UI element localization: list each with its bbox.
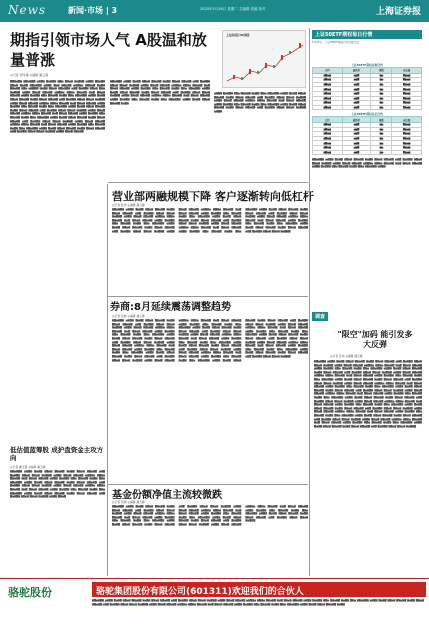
small-article-body: ▆▇▅▆▇▆ ▅▆▇▆ ▇▅▆▇ ▆▇▅▆ ▇▆▅▆▇ ▆▅▇▆ ▇▆▅▆ ▆▇▅▆▇ ▅▆▇ ▇▅▆▇▆ ▆▇▅▆ ▇▆▅▆ ▆▅▇▆▇ ▅▆▇▆ ▇▆▅▇ ▆▇▅▆▇ ▅▆▇▆▅ ▆▇▆▅ ▇▆▅▆▇ ▆▅▇ ▇▆▅▆ ▆▇▅▆▇ ▅▆▇▆ ▇▅▆▇▆ ▆▇▅ ▇▆▅▆▇ ▆▅▇▆ ▇▆▅ ▆▇▅▆▇▆ ▅▆▇▆ ▇▅▆▇ ▆▇▅▆ ▇▆▅▆▇ ▆▅▇▆ ▇▆▅▆ ▆▇▅▆▇ ▅▆▇ ▇▅▆▇▆ ▆▇▅▆ ▇▆▅▆ ▆▅▇▆▇ ▅▆▇▆ ▇▆▅▇ ▆▇▅▆▇ ▅▆▇▆▅ ▆▇▆▅ ▇▆▅▆▇ ▆▅▇ ▇▆▅▆ ▆▇▅▆▇ ▅▆▇▆ ▇▅▆▇▆ ▆▇▅ ▇▆▅▆▇ ▆▅▇▆ ▇▆▅ ▆▇▅▆▇▆ ▅▆▇▆ ▇▅▆▇ ▆▇▅▆ ▇▆▅▆▇ ▆▅▇▆ ▇▆▅▆ ▆▇▅▆▇ ▅▆▇ ▇▅▆▇▆ ▆▇▅▆ ▇▆▅▆ ▆▅▇▆▇ ▅▆▇▆ ▇▆▅▇: [10, 470, 105, 499]
lead-byline: ◎记者 胡华雄 ◎编辑 潘玉蓉: [10, 73, 49, 77]
article3-headline: 券商:8月延续震荡调整趋势: [110, 302, 231, 313]
small-byline: ◎记者 潘玉蓉 ◎编辑 潘玉蓉: [10, 465, 46, 469]
candlestick-graphic: [223, 31, 307, 89]
lead-body-col1: ██▆▅▇▆ ▆▇▅▆█▇ ▅▆▇▆ ▇▅▆▇▆ ▆▇▅ ▇▆▅▆ ▆▅▇▆▇ ▅▆▇▆ ▇▆▅▇▆ ▆▇▅▆ ▇▅▆▇ ▆▇▅▆▇▆ ▅▆▇▆ ▇▅▆ ▆▇▅▆▇ ▅▆▇▆▅ ▆▇▆▅▇ ▆▅▇▆ ▇▆▅▆▇ ▆▇▅ ▅▆▇▆▇ ▆▅▇▆ ▇▆▅▆ ▆▇▅▆▇▆ ▅▆▇ ▇▅▆▇▆ ▆▇▅▆ ▇▆▅ ▆▅▇▆▇ ▅▆▇▆ ▇▆▅▇ ▆▇▅▆▇ ▅▆▇▆▅ ▆▇▆▅ ▇▆▅▆▇ ▆▅▇ ▇▆▅▆ ▆▇▅▆▇ ▅▆▇▆ ▇▅▆▇▆ ▆▇▅ ▇▆▅▆▇ ▆▅▇▆ ▇▆▅ ▆▇▅▆▇▆ ▅▆▇▆ ▇▅▆▇ ▆▇▅▆ ▇▆▅▆▇ ▆▅▇▆ ▇▆▅▆ ▆▇▅▆▇ ▅▆▇ ▇▅▆▇▆ ▆▇▅▆ ▇▆▅▆ ▆▅▇▆▇ ▅▆▇▆ ▇▆▅▇ ▆▇▅▆▇ ▅▆▇▆▅ ▆▇▆▅ ▇▆▅▆▇ ▆▅▇ ▇▆▅▆ ▆▇▅▆▇ ▅▆▇▆ ▇▅▆▇▆ ▆▇▅ ▇▆▅▆▇ ▆▅▇▆ ▇▆▅ ▆▇▅▆▇▆ ▅▆▇▆ ▇▅▆▇ ▆▇▅▆ ▇▆▅▆▇ ▆▅▇▆ ▇▆▅▆ ▆▇▅▆▇ ▅▆▇ ▇▅▆▇▆ ▆▇▅▆ ▇▆▅▆ ▆▅▇▆▇ ▅▆▇▆ ▇▆▅▇ ▆▇▅▆▇ ▅▆▇▆▅ ▆▇▆▅ ▇▆▅▆▇ ▆▅▇ ▇▆▅▆ ▆▇▅▆▇ ▅▆▇▆ ▇▅▆▇▆ ▆▇▅ ▇▆▅▆▇ ▆▅▇▆ ▇▆▅ ▆▇▅▆▇▆ ▅▆▇▆ ▇▅▆▇ ▆▇▅▆ ▇▆▅▆▇ ▆▅▇▆ ▇▆▅▆ ▆▇▅▆▇ ▅▆▇ ▇▅▆▇▆ ▆▇▅▆ ▇▆▅▆ ▆▅▇▆▇ ▅▆▇▆ ▇▆▅▇ ▆▇▅▆▇ ▅▆▇▆▅ ▆▇▆▅ ▇▆▅▆▇ ▆▅▇ ▇▆▅▆ ▆▇▅▆▇ ▅▆▇▆ ▇▅▆▇▆ ▆▇▅ ▇▆▅▆▇ ▆▅▇▆ ▇▆▅ ▆▇▅▆▇▆ ▅▆▇▆ ▇▅▆▇ ▆▇▅▆ ▇▆▅▆▇ ▆▅▇▆ ▇▆▅▆ ▆▇▅▆▇ ▅▆▇ ▇▅▆▇▆ ▆▇▅▆ ▇▆▅▆ ▆▅▇▆▇ ▅▆▇▆ ▇▆▅▇ ▆▇▅▆▇: [10, 80, 105, 134]
call-table-title: 上证50ETF期权认购合约: [351, 63, 383, 67]
article4-byline: ◎记者 吴晓 ◎编辑 潘玉蓉: [112, 500, 145, 504]
table-row: ▆▇▅▆ ▅▆▇ ▆▅ ▇▆▅▆: [313, 136, 422, 141]
chart-title: 上证综指日K线图: [226, 33, 250, 37]
column-divider: [107, 184, 108, 576]
table-row: ▆▇▅▆ ▅▆▇ ▆▅ ▇▆▅▆: [313, 73, 422, 78]
table-row: ▆▇▅▆ ▅▆▇ ▆▅ ▇▆▅▆: [313, 82, 422, 87]
article2-byline: ◎记者 张欢 ◎编辑 潘玉蓉: [112, 203, 145, 207]
small-headline: 低估值蓝筹股 成护盘资金主攻方向: [10, 446, 104, 462]
article4-headline: 基金份额净值主流较微跌: [112, 490, 222, 501]
col-header: 涨跌: [371, 117, 392, 123]
advertisement: [0, 578, 429, 626]
col-header: 最新价: [342, 68, 371, 74]
page-header: [0, 0, 429, 22]
table-row: ▆▇▅▆ ▅▆▇ ▆▅ ▇▆▅▆: [313, 87, 422, 92]
col-header: 成交量: [392, 68, 422, 74]
table-row: ▆▇▅▆ ▅▆▇ ▆▅ ▇▆▅▆: [313, 91, 422, 96]
options-panel-head: 上证50ETF期权每日行情: [312, 30, 422, 39]
options-intro: 5月25日，上证50ETF期权合约总成交量...: [312, 41, 362, 44]
lead-chart: [222, 30, 306, 88]
article3-byline: ◎记者 吴晓 ◎编辑 潘玉蓉: [112, 314, 145, 318]
col-header: 最新价: [342, 117, 371, 123]
table-row: ▆▇▅▆ ▅▆▇ ▆▅ ▇▆▅▆: [313, 132, 422, 137]
col-header: 合约: [313, 117, 343, 123]
table-row: ▆▇▅▆ ▅▆▇ ▆▅ ▇▆▅▆: [313, 96, 422, 101]
put-table-title: 上证50ETF期权认沽合约: [351, 112, 383, 117]
col-header: 合约: [313, 68, 343, 74]
table-row: ▆▇▅▆ ▅▆▇ ▆▅ ▇▆▅▆: [313, 78, 422, 83]
lead-body-col2: ▆▇▅▆▇▆ ▅▆▇▆ ▇▅▆▇ ▆▇▅▆ ▇▆▅▆▇ ▆▅▇▆ ▇▆▅▆ ▆▇▅▆▇ ▅▆▇ ▇▅▆▇▆ ▆▇▅▆ ▇▆▅▆ ▆▅▇▆▇ ▅▆▇▆ ▇▆▅▇ ▆▇▅▆▇ ▅▆▇▆▅ ▆▇▆▅ ▇▆▅▆▇ ▆▅▇ ▇▆▅▆ ▆▇▅▆▇ ▅▆▇▆ ▇▅▆▇▆ ▆▇▅ ▇▆▅▆▇ ▆▅▇▆ ▇▆▅ ▆▇▅▆▇▆ ▅▆▇▆ ▇▅▆▇ ▆▇▅▆ ▇▆▅▆▇ ▆▅▇▆ ▇▆▅▆ ▆▇▅▆▇ ▅▆▇ ▇▅▆▇▆ ▆▇▅▆ ▇▆▅▆ ▆▅▇▆▇ ▅▆▇▆ ▇▆▅▇ ▆▇▅▆▇ ▅▆▇▆▅ ▆▇▆▅ ▇▆▅▆▇ ▆▅▇ ▇▆▅▆ ▆▇▅▆▇ ▅▆▇▆ ▇▅▆▇▆ ▆▇▅ ▇▆▅▆▇ ▆▅▇▆ ▇▆▅ ▆▇▅▆▇▆ ▅▆▇▆ ▇▅▆▇ ▆▇▅▆ ▇▆▅▆▇ ▆▅▇▆: [110, 80, 210, 105]
table-row: ▆▇▅▆ ▅▆▇ ▆▅ ▇▆▅▆: [313, 101, 422, 106]
section-title: 新闻·市场 | 3: [68, 6, 118, 15]
section-divider: [108, 484, 308, 485]
table-row: ▆▇▅▆ ▅▆▇ ▆▅ ▇▆▅▆: [313, 122, 422, 127]
options-panel: [312, 30, 422, 208]
article4-body: ▆▇▅▆▇▆ ▅▆▇▆ ▇▅▆▇ ▆▇▅▆ ▇▆▅▆▇ ▆▅▇▆ ▇▆▅▆ ▆▇▅▆▇ ▅▆▇ ▇▅▆▇▆ ▆▇▅▆ ▇▆▅▆ ▆▅▇▆▇ ▅▆▇▆ ▇▆▅▇ ▆▇▅▆▇ ▅▆▇▆▅ ▆▇▆▅ ▇▆▅▆▇ ▆▅▇ ▇▆▅▆ ▆▇▅▆▇ ▅▆▇▆ ▇▅▆▇▆ ▆▇▅ ▇▆▅▆▇ ▆▅▇▆ ▇▆▅ ▆▇▅▆▇▆ ▅▆▇▆ ▇▅▆▇ ▆▇▅▆ ▇▆▅▆▇ ▆▅▇▆ ▇▆▅▆ ▆▇▅▆▇ ▅▆▇ ▇▅▆▇▆ ▆▇▅▆ ▇▆▅▆ ▆▅▇▆▇ ▅▆▇▆ ▇▆▅▇ ▆▇▅▆▇ ▅▆▇▆▅ ▆▇▆▅ ▇▆▅▆▇ ▆▅▇ ▇▆▅▆ ▆▇▅▆▇ ▅▆▇▆ ▇▅▆▇▆ ▆▇▅ ▇▆▅▆▇ ▆▅▇▆ ▇▆▅ ▆▇▅▆▇▆ ▅▆▇▆ ▇▅▆▇ ▆▇▅▆ ▇▆▅▆▇ ▆▅▇▆ ▇▆▅▆ ▆▇▅▆▇ ▅▆▇ ▇▅▆▇▆ ▆▇▅▆ ▇▆▅▆ ▆▅▇▆▇ ▅▆▇▆ ▇▆▅▇ ▆▇▅▆▇ ▅▆▇▆▅ ▆▇▆▅ ▇▆▅▆▇ ▆▅▇ ▇▆▅▆ ▆▇▅▆▇ ▅▆▇▆ ▇▅▆▇▆ ▆▇▅ ▇▆▅▆▇ ▆▅▇▆ ▇▆▅ ▆▇▅▆▇▆ ▅▆▇▆ ▇▅▆▇ ▆▇▅▆ ▇▆▅▆▇ ▆▅▇▆ ▇▆▅▆ ▆▇▅▆▇ ▅▆▇ ▇▅▆▇▆ ▆▇▅▆ ▇▆▅▆ ▆▅▇▆▇: [112, 505, 308, 526]
table-row: ▆▇▅▆ ▅▆▇ ▆▅ ▇▆▅▆: [313, 145, 422, 150]
section-divider: [108, 182, 308, 183]
put-options-table: [312, 116, 422, 155]
section-divider: [108, 296, 308, 297]
table-row: ▆▇▅▆ ▅▆▇ ▆▅ ▇▆▅▆: [313, 127, 422, 132]
paper-name: 上海证券报: [375, 7, 421, 17]
right-section-tag: 调查: [312, 312, 328, 321]
news-label: News: [8, 3, 47, 17]
lead-body-col3: ▅▆▇▆ ▇▅▆▇▆ ▆▇▅ ▇▆▅▆▇ ▆▅▇▆ ▇▆▅ ▆▇▅▆▇▆ ▅▆▇▆ ▇▅▆▇ ▆▇▅▆ ▇▆▅▆▇ ▆▅▇▆ ▇▆▅▆ ▆▇▅▆▇ ▅▆▇ ▇▅▆▇▆ ▆▇▅▆ ▇▆▅▆ ▆▅▇▆▇ ▅▆▇▆ ▇▆▅▇ ▆▇▅▆▇ ▅▆▇▆▅ ▆▇▆▅ ▇▆▅▆▇ ▆▅▇ ▇▆▅▆ ▆▇▅▆▇ ▅▆▇▆ ▇▅▆▇▆ ▆▇▅ ▇▆▅▆▇ ▆▅▇▆ ▇▆▅ ▆▇▅▆▇▆ ▅▆▇▆ ▇▅▆▇ ▆▇▅▆ ▇▆▅▆▇ ▆▅▇▆ ▇▆▅▆ ▆▇▅▆▇ ▅▆▇ ▇▅▆▇▆ ▆▇▅▆ ▇▆▅▆ ▆▅▇▆▇ ▅▆▇▆: [214, 92, 306, 113]
options-notes: ▆▇▅▆▇▆ ▅▆▇▆ ▇▅▆▇ ▆▇▅▆ ▇▆▅▆▇ ▆▅▇▆ ▇▆▅▆ ▆▇▅▆▇ ▅▆▇ ▇▅▆▇▆ ▆▇▅▆ ▇▆▅▆ ▆▅▇▆▇ ▅▆▇▆ ▇▆▅▇ ▆▇▅▆▇ ▅▆▇▆▅ ▆▇▆▅ ▇▆▅▆▇ ▆▅▇ ▇▆▅▆ ▆▇▅▆▇ ▅▆▇▆ ▇▅▆▇▆ ▆▇▅ ▇▆▅▆▇ ▆▅▇▆ ▇▆▅ ▆▇▅▆▇▆ ▅▆▇▆: [312, 158, 422, 169]
article2-headline: 营业部两融规模下降 客户逐渐转向低杠杆: [112, 190, 314, 203]
column-divider: [309, 28, 310, 576]
col-header: 成交量: [392, 117, 422, 123]
right-article-body: ▆▇▅▆▇▆ ▅▆▇▆ ▇▅▆▇ ▆▇▅▆ ▇▆▅▆▇ ▆▅▇▆ ▇▆▅▆ ▆▇▅▆▇ ▅▆▇ ▇▅▆▇▆ ▆▇▅▆ ▇▆▅▆ ▆▅▇▆▇ ▅▆▇▆ ▇▆▅▇ ▆▇▅▆▇ ▅▆▇▆▅ ▆▇▆▅ ▇▆▅▆▇ ▆▅▇ ▇▆▅▆ ▆▇▅▆▇ ▅▆▇▆ ▇▅▆▇▆ ▆▇▅ ▇▆▅▆▇ ▆▅▇▆ ▇▆▅ ▆▇▅▆▇▆ ▅▆▇▆ ▇▅▆▇ ▆▇▅▆ ▇▆▅▆▇ ▆▅▇▆ ▇▆▅▆ ▆▇▅▆▇ ▅▆▇ ▇▅▆▇▆ ▆▇▅▆ ▇▆▅▆ ▆▅▇▆▇ ▅▆▇▆ ▇▆▅▇ ▆▇▅▆▇ ▅▆▇▆▅ ▆▇▆▅ ▇▆▅▆▇ ▆▅▇ ▇▆▅▆ ▆▇▅▆▇ ▅▆▇▆ ▇▅▆▇▆ ▆▇▅ ▇▆▅▆▇ ▆▅▇▆ ▇▆▅ ▆▇▅▆▇▆ ▅▆▇▆ ▇▅▆▇ ▆▇▅▆ ▇▆▅▆▇ ▆▅▇▆ ▇▆▅▆ ▆▇▅▆▇ ▅▆▇ ▇▅▆▇▆ ▆▇▅▆ ▇▆▅▆ ▆▅▇▆▇ ▅▆▇▆ ▇▆▅▇ ▆▇▅▆▇ ▅▆▇▆▅ ▆▇▆▅ ▇▆▅▆▇ ▆▅▇ ▇▆▅▆ ▆▇▅▆▇ ▅▆▇▆ ▇▅▆▇▆ ▆▇▅ ▇▆▅▆▇ ▆▅▇▆ ▇▆▅ ▆▇▅▆▇▆ ▅▆▇▆ ▇▅▆▇ ▆▇▅▆ ▇▆▅▆▇ ▆▅▇▆ ▇▆▅▆ ▆▇▅▆▇ ▅▆▇ ▇▅▆▇▆ ▆▇▅▆ ▇▆▅▆ ▆▅▇▆▇ ▅▆▇▆ ▇▆▅▇ ▆▇▅▆▇ ▅▆▇▆▅ ▆▇▆▅ ▇▆▅▆▇ ▆▅▇ ▇▆▅▆ ▆▇▅▆▇ ▅▆▇▆ ▇▅▆▇▆ ▆▇▅ ▇▆▅▆▇ ▆▅▇▆ ▇▆▅ ▆▇▅▆▇▆ ▅▆▇▆ ▇▅▆▇ ▆▇▅▆ ▇▆▅▆▇ ▆▅▇▆ ▇▆▅▆ ▆▇▅▆▇ ▅▆▇ ▇▅▆▇▆ ▆▇▅▆ ▇▆▅▆ ▆▅▇▆▇ ▅▆▇▆ ▇▆▅▇ ▆▇▅▆▇ ▅▆▇▆▅ ▆▇▆▅ ▇▆▅▆▇ ▆▅▇ ▇▆▅▆ ▆▇▅▆▇ ▅▆▇▆ ▇▅▆▇▆ ▆▇▅ ▇▆▅▆▇ ▆▅▇▆ ▇▆▅ ▆▇▅▆▇▆ ▅▆▇▆ ▇▅▆▇ ▆▇▅▆ ▇▆▅▆▇ ▆▅▇▆ ▇▆▅▆ ▆▇▅▆▇ ▅▆▇ ▇▅▆▇▆ ▆▇▅▆ ▇▆▅▆ ▆▅▇▆▇ ▅▆▇▆ ▇▆▅▇ ▆▇▅▆▇ ▅▆▇▆▅ ▆▇▆▅ ▇▆▅▆▇ ▆▅▇ ▇▆▅▆ ▆▇▅▆▇ ▅▆▇▆ ▇▅▆▇▆ ▆▇▅ ▇▆▅▆▇ ▆▅▇▆ ▇▆▅ ▆▇▅▆▇▆ ▅▆▇▆ ▇▅▆▇ ▆▇▅▆ ▇▆▅▆▇ ▆▅▇▆ ▇▆▅▆ ▆▇▅▆▇ ▅▆▇ ▇▅▆▇▆ ▆▇▅▆ ▇▆▅▆ ▆▅▇▆▇ ▅▆▇▆ ▇▆▅▇ ▆▇▅▆▇ ▅▆▇▆▅ ▆▇▆▅ ▇▆▅▆▇ ▆▅▇ ▇▆▅▆ ▆▇▅▆▇ ▅▆▇▆ ▇▅▆▇▆ ▆▇▅ ▇▆▅▆▇ ▆▅▇▆ ▇▆▅ ▆▇▅▆▇▆ ▅▆▇▆ ▇▅▆▇ ▆▇▅▆ ▇▆▅▆▇ ▆▅▇▆ ▇▆▅▆ ▆▇▅▆▇ ▅▆▇ ▇▅▆▇▆ ▆▇▅▆ ▇▆▅▆ ▆▅▇▆▇: [314, 360, 422, 428]
article2-body: ▆▇▅▆▇▆ ▅▆▇▆ ▇▅▆▇ ▆▇▅▆ ▇▆▅▆▇ ▆▅▇▆ ▇▆▅▆ ▆▇▅▆▇ ▅▆▇ ▇▅▆▇▆ ▆▇▅▆ ▇▆▅▆ ▆▅▇▆▇ ▅▆▇▆ ▇▆▅▇ ▆▇▅▆▇ ▅▆▇▆▅ ▆▇▆▅ ▇▆▅▆▇ ▆▅▇ ▇▆▅▆ ▆▇▅▆▇ ▅▆▇▆ ▇▅▆▇▆ ▆▇▅ ▇▆▅▆▇ ▆▅▇▆ ▇▆▅ ▆▇▅▆▇▆ ▅▆▇▆ ▇▅▆▇ ▆▇▅▆ ▇▆▅▆▇ ▆▅▇▆ ▇▆▅▆ ▆▇▅▆▇ ▅▆▇ ▇▅▆▇▆ ▆▇▅▆ ▇▆▅▆ ▆▅▇▆▇ ▅▆▇▆ ▇▆▅▇ ▆▇▅▆▇ ▅▆▇▆▅ ▆▇▆▅ ▇▆▅▆▇ ▆▅▇ ▇▆▅▆ ▆▇▅▆▇ ▅▆▇▆ ▇▅▆▇▆ ▆▇▅ ▇▆▅▆▇ ▆▅▇▆ ▇▆▅ ▆▇▅▆▇▆ ▅▆▇▆ ▇▅▆▇ ▆▇▅▆ ▇▆▅▆▇ ▆▅▇▆ ▇▆▅▆ ▆▇▅▆▇ ▅▆▇ ▇▅▆▇▆ ▆▇▅▆ ▇▆▅▆ ▆▅▇▆▇ ▅▆▇▆ ▇▆▅▇ ▆▇▅▆▇ ▅▆▇▆▅ ▆▇▆▅ ▇▆▅▆▇ ▆▅▇ ▇▆▅▆ ▆▇▅▆▇ ▅▆▇▆ ▇▅▆▇▆ ▆▇▅ ▇▆▅▆▇ ▆▅▇▆ ▇▆▅ ▆▇▅▆▇▆ ▅▆▇▆ ▇▅▆▇ ▆▇▅▆ ▇▆▅▆▇ ▆▅▇▆ ▇▆▅▆ ▆▇▅▆▇ ▅▆▇ ▇▅▆▇▆ ▆▇▅▆ ▇▆▅▆ ▆▅▇▆▇ ▅▆▇▆ ▇▆▅▇ ▆▇▅▆▇ ▅▆▇▆▅ ▆▇▆▅ ▇▆▅▆▇ ▆▅▇ ▇▆▅▆ ▆▇▅▆▇ ▅▆▇▆ ▇▅▆▇▆ ▆▇▅ ▇▆▅▆▇ ▆▅▇▆ ▇▆▅ ▆▇▅▆▇▆ ▅▆▇▆ ▇▅▆▇ ▆▇▅▆ ▇▆▅▆▇ ▆▅▇▆ ▇▆▅▆ ▆▇▅▆▇ ▅▆▇ ▇▅▆▇▆ ▆▇▅▆ ▇▆▅▆ ▆▅▇▆▇: [112, 208, 308, 233]
ad-body: ▆▇▅▆▇▆ ▅▆▇▆ ▇▅▆▇ ▆▇▅▆ ▇▆▅▆▇ ▆▅▇▆ ▇▆▅▆ ▆▇▅▆▇ ▅▆▇ ▇▅▆▇▆ ▆▇▅▆ ▇▆▅▆ ▆▅▇▆▇ ▅▆▇▆ ▇▆▅▇ ▆▇▅▆▇ ▅▆▇▆▅ ▆▇▆▅ ▇▆▅▆▇ ▆▅▇ ▇▆▅▆ ▆▇▅▆▇ ▅▆▇▆ ▇▅▆▇▆ ▆▇▅ ▇▆▅▆▇ ▆▅▇▆ ▇▆▅ ▆▇▅▆▇▆ ▅▆▇▆ ▇▅▆▇ ▆▇▅▆ ▇▆▅▆▇ ▆▅▇▆ ▇▆▅▆ ▆▇▅▆▇ ▅▆▇ ▇▅▆▇▆ ▆▇▅▆ ▇▆▅▆ ▆▅▇▆▇ ▅▆▇▆ ▇▆▅▇ ▆▇▅▆▇ ▅▆▇▆▅ ▆▇▆▅ ▇▆▅▆▇ ▆▅▇ ▇▆▅▆ ▆▇▅▆▇ ▅▆▇▆ ▇▅▆▇▆ ▆▇▅ ▇▆▅▆▇ ▆▅▇▆ ▇▆▅ ▆▇▅▆▇▆ ▅▆▇▆ ▇▅▆▇ ▆▇▅▆ ▇▆▅▆▇ ▆▅▇▆: [92, 599, 424, 606]
ad-logo: 骆驼股份: [8, 586, 52, 599]
lead-headline: 期指引领市场人气 A股温和放量普涨: [10, 31, 207, 69]
table-row: ▆▇▅▆ ▅▆▇ ▆▅ ▇▆▅▆: [313, 105, 422, 110]
table-row: ▆▇▅▆ ▅▆▇ ▆▅ ▇▆▅▆: [313, 141, 422, 146]
date-meta: 2020年5月26日 星期二 主编辑 美编 校对: [200, 7, 266, 11]
ad-slogan: 骆驼集团股份有限公司(601311)欢迎我们的合伙人: [92, 582, 426, 597]
table-row: ▆▇▅▆ ▅▆▇ ▆▅ ▇▆▅▆: [313, 150, 422, 155]
call-options-table: [312, 67, 422, 110]
article3-body: ▆▇▅▆▇▆ ▅▆▇▆ ▇▅▆▇ ▆▇▅▆ ▇▆▅▆▇ ▆▅▇▆ ▇▆▅▆ ▆▇▅▆▇ ▅▆▇ ▇▅▆▇▆ ▆▇▅▆ ▇▆▅▆ ▆▅▇▆▇ ▅▆▇▆ ▇▆▅▇ ▆▇▅▆▇ ▅▆▇▆▅ ▆▇▆▅ ▇▆▅▆▇ ▆▅▇ ▇▆▅▆ ▆▇▅▆▇ ▅▆▇▆ ▇▅▆▇▆ ▆▇▅ ▇▆▅▆▇ ▆▅▇▆ ▇▆▅ ▆▇▅▆▇▆ ▅▆▇▆ ▇▅▆▇ ▆▇▅▆ ▇▆▅▆▇ ▆▅▇▆ ▇▆▅▆ ▆▇▅▆▇ ▅▆▇ ▇▅▆▇▆ ▆▇▅▆ ▇▆▅▆ ▆▅▇▆▇ ▅▆▇▆ ▇▆▅▇ ▆▇▅▆▇ ▅▆▇▆▅ ▆▇▆▅ ▇▆▅▆▇ ▆▅▇ ▇▆▅▆ ▆▇▅▆▇ ▅▆▇▆ ▇▅▆▇▆ ▆▇▅ ▇▆▅▆▇ ▆▅▇▆ ▇▆▅ ▆▇▅▆▇▆ ▅▆▇▆ ▇▅▆▇ ▆▇▅▆ ▇▆▅▆▇ ▆▅▇▆ ▇▆▅▆ ▆▇▅▆▇ ▅▆▇ ▇▅▆▇▆ ▆▇▅▆ ▇▆▅▆ ▆▅▇▆▇ ▅▆▇▆ ▇▆▅▇ ▆▇▅▆▇ ▅▆▇▆▅ ▆▇▆▅ ▇▆▅▆▇ ▆▅▇ ▇▆▅▆ ▆▇▅▆▇ ▅▆▇▆ ▇▅▆▇▆ ▆▇▅ ▇▆▅▆▇ ▆▅▇▆ ▇▆▅ ▆▇▅▆▇▆ ▅▆▇▆ ▇▅▆▇ ▆▇▅▆ ▇▆▅▆▇ ▆▅▇▆ ▇▆▅▆ ▆▇▅▆▇ ▅▆▇ ▇▅▆▇▆ ▆▇▅▆ ▇▆▅▆ ▆▅▇▆▇ ▅▆▇▆ ▇▆▅▇ ▆▇▅▆▇ ▅▆▇▆▅ ▆▇▆▅ ▇▆▅▆▇ ▆▅▇ ▇▆▅▆ ▆▇▅▆▇ ▅▆▇▆ ▇▅▆▇▆ ▆▇▅ ▇▆▅▆▇ ▆▅▇▆ ▇▆▅ ▆▇▅▆▇▆ ▅▆▇▆ ▇▅▆▇ ▆▇▅▆ ▇▆▅▆▇ ▆▅▇▆ ▇▆▅▆ ▆▇▅▆▇ ▅▆▇ ▇▅▆▇▆ ▆▇▅▆ ▇▆▅▆ ▆▅▇▆▇ ▅▆▇▆ ▇▆▅▇ ▆▇▅▆▇ ▅▆▇▆▅ ▆▇▆▅ ▇▆▅▆▇ ▆▅▇ ▇▆▅▆ ▆▇▅▆▇ ▅▆▇▆ ▇▅▆▇▆ ▆▇▅ ▇▆▅▆▇ ▆▅▇▆ ▇▆▅ ▆▇▅▆▇▆ ▅▆▇▆ ▇▅▆▇ ▆▇▅▆ ▇▆▅▆▇ ▆▅▇▆ ▇▆▅▆ ▆▇▅▆▇ ▅▆▇ ▇▅▆▇▆ ▆▇▅▆ ▇▆▅▆ ▆▅▇▆▇ ▅▆▇▆ ▇▆▅▇ ▆▇▅▆▇ ▅▆▇▆▅ ▆▇▆▅ ▇▆▅▆▇ ▆▅▇ ▇▆▅▆ ▆▇▅▆▇ ▅▆▇▆ ▇▅▆▇▆ ▆▇▅ ▇▆▅▆▇ ▆▅▇▆ ▇▆▅ ▆▇▅▆▇▆ ▅▆▇▆ ▇▅▆▇ ▆▇▅▆ ▇▆▅▆▇ ▆▅▇▆ ▇▆▅▆ ▆▇▅▆▇ ▅▆▇ ▇▅▆▇▆ ▆▇▅▆ ▇▆▅▆ ▆▅▇▆▇ ▅▆▇▆ ▇▆▅▇ ▆▇▅▆▇ ▅▆▇▆▅ ▆▇▆▅ ▇▆▅▆▇ ▆▅▇ ▇▆▅▆ ▆▇▅▆▇ ▅▆▇▆ ▇▅▆▇▆ ▆▇▅ ▇▆▅▆▇ ▆▅▇▆ ▇▆▅ ▆▇▅▆▇▆ ▅▆▇▆ ▇▅▆▇ ▆▇▅▆ ▇▆▅▆▇ ▆▅▇▆ ▇▆▅▆ ▆▇▅▆▇ ▅▆▇ ▇▅▆▇▆ ▆▇▅▆ ▇▆▅▆ ▆▅▇▆▇: [112, 319, 308, 362]
col-header: 涨跌: [371, 68, 392, 74]
right-byline: ◎记者 张欢 ◎编辑 潘玉蓉: [330, 354, 363, 358]
right-headline: "限空"加码 能引发多大反弹: [337, 330, 413, 349]
